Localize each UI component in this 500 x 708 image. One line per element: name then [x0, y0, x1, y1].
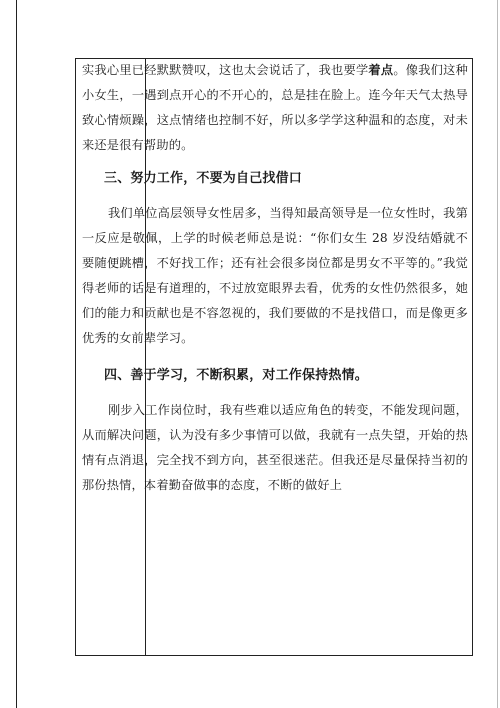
paragraph-lead: 实我心里已经默默赞叹，这也太会说话了，我也要学: [82, 63, 369, 77]
paragraph-learning: 刚步入工作岗位时，我有些难以适应角色的转变，不能发现问题，从而解决问题，认为没有多少事情可以做，我就有一点失望，开始的热情有点消退，完全找不到方向，甚至很迷茫。但我还是尽量保持当初的那份热情，本着勤奋做事的态度，不断的做好上: [82, 403, 468, 492]
bold-word: 着点: [368, 63, 394, 77]
paragraph-continued: [82, 58, 468, 158]
section-heading-3: 三、努力工作，不要为自己找借口: [104, 171, 303, 186]
table-content-cell: [82, 58, 468, 498]
section-heading-4: 四、善于学习，不断积累，对工作保持热情。: [104, 368, 369, 383]
paragraph-work: 我们单位高层领导女性居多，当得知最高领导是一位女性时，我第一反应是敬佩，上学的时候老师总是说：“你们女生 28 岁没结婚就不要随便跳槽，不好找工作；还有社会很多岗位都是男女不平等的。”我觉得老师的话是有道理的，不过放宽眼界去看，优秀的女性仍然很多，她们的能力和贡献也是不容忽视的，我们要做的不是找借口，而是像更多优秀的女前辈学习。: [82, 206, 468, 345]
paragraph-rest: 。像我们这种小女生，一遇到点开心的不开心的，总是挂在脸上。连今年天气太热导致心情烦躁，这点情绪也控制不好，所以多学学这种温和的态度，对未来还是很有帮助的。: [82, 63, 468, 152]
